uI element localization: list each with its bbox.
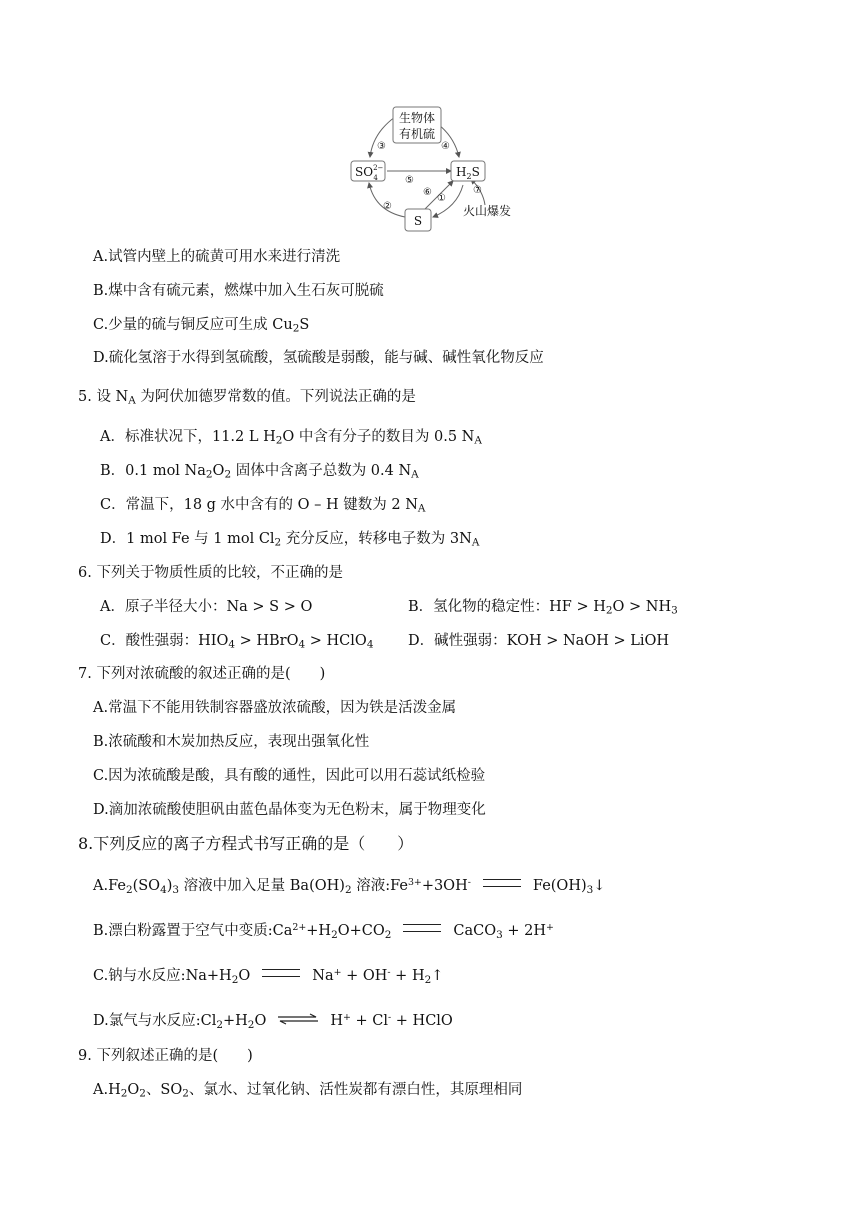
q6-option-c: C．酸性强弱：$HIO_4$ > HBrO$_4$ > HClO$_4$: [100, 633, 374, 651]
q8-stem: 8.下列反应的离子方程式书写正确的是（ ）: [78, 834, 414, 853]
q4-option-c: C.少量的硫与铜反应可生成 $Cu_2S$: [93, 317, 310, 335]
q5-stem: 5. 设 $N_A$ 为阿伏加德罗常数的值。下列说法正确的是: [78, 389, 416, 407]
q4-option-d: D.硫化氢溶于水得到氢硫酸，氢硫酸是弱酸，能与碱、碱性氧化物反应: [93, 350, 544, 366]
node-h2s-label: $H_2S$: [456, 165, 480, 181]
q7-stem: 7. 下列对浓硫酸的叙述正确的是( ): [78, 666, 326, 682]
q5-option-c: C．常温下，18 g 水中含有的 O – H 键数为 2 $N_A$: [100, 497, 426, 515]
step-label-5: ⑤: [405, 175, 414, 186]
q6-stem: 6. 下列关于物质性质的比较，不正确的是: [78, 565, 343, 581]
reversible-arrow-icon: [276, 1013, 320, 1025]
step-label-1: ①: [437, 193, 446, 204]
step-label-2: ②: [383, 201, 392, 212]
node-bio-line2: 有机硫: [398, 127, 436, 141]
q5-option-d: D．1 mol Fe 与 1 mol $Cl_2$ 充分反应，转移电子数为 $3N_A$: [100, 531, 480, 549]
q5-option-a: A．标准状况下，11.2 L $H_2O$ 中含有分子的数目为 0.5 $N_A$: [100, 429, 482, 447]
step-label-7: ⑦: [473, 185, 482, 196]
q6-option-b: B．氢化物的稳定性：HF > $H_2O > NH_3$: [408, 599, 678, 617]
volcano-label: 火山爆发: [463, 204, 512, 218]
q7-option-c: C.因为浓硫酸是酸，具有酸的通性，因此可以用石蕊试纸检验: [93, 768, 486, 784]
q9-stem: 9. 下列叙述正确的是( ): [78, 1048, 253, 1064]
node-so4-label: $SO^{2-}$ 4: [355, 164, 384, 182]
q7-option-a: A.常温下不能用铁制容器盛放浓硫酸，因为铁是活泼金属: [93, 700, 457, 716]
q7-option-b: B.浓硫酸和木炭加热反应，表现出强氧化性: [93, 734, 370, 750]
node-bio-line1: 生物体: [398, 111, 436, 125]
q8-option-d: D.氯气与水反应$:Cl_2+H_2O$ H+ + Cl- + HClO: [93, 1012, 453, 1031]
equals-sign: [403, 924, 441, 932]
q6-option-a: A．原子半径大小：Na > S > O: [100, 599, 313, 615]
q7-option-d: D.滴加浓硫酸使胆矾由蓝色晶体变为无色粉末，属于物理变化: [93, 802, 486, 818]
equals-sign: [483, 879, 521, 887]
q5-option-b: B．0.1 mol $Na_2O_2$ 固体中含离子总数为 0.4 $N_A$: [100, 463, 419, 481]
q8-option-a: $A.Fe_2(SO_4)_3$ 溶液中加入足量 $Ba(OH)_2$ 溶液$:Fe^{3+}+3OH^-$ $Fe(OH)_3↓$: [93, 877, 606, 896]
q6-option-d: D．碱性强弱：KOH > NaOH > LiOH: [408, 633, 669, 649]
equals-sign: [262, 969, 300, 977]
q8-option-b: B.漂白粉露置于空气中变质$:Ca^{2+}+H_2O+CO_2$ CaCO$_3$ + 2H+: [93, 922, 554, 941]
sulfur-cycle-diagram: [345, 105, 525, 235]
q9-option-a: $A.H_2O_2$、$SO_2$、氯水、过氧化钠、活性炭都有漂白性，其原理相同: [93, 1082, 523, 1100]
q4-option-a: A.试管内壁上的硫黄可用水来进行清洗: [93, 249, 341, 265]
step-label-3: ③: [377, 141, 386, 152]
q8-option-c: C.钠与水反应$:Na+H_2O$ $Na^+ + OH^- + H_2↑$: [93, 967, 444, 986]
node-s-label: S: [413, 214, 423, 228]
step-label-6: ⑥: [423, 187, 432, 198]
step-label-4: ④: [441, 141, 450, 152]
q4-option-b: B.煤中含有硫元素，燃煤中加入生石灰可脱硫: [93, 283, 384, 299]
